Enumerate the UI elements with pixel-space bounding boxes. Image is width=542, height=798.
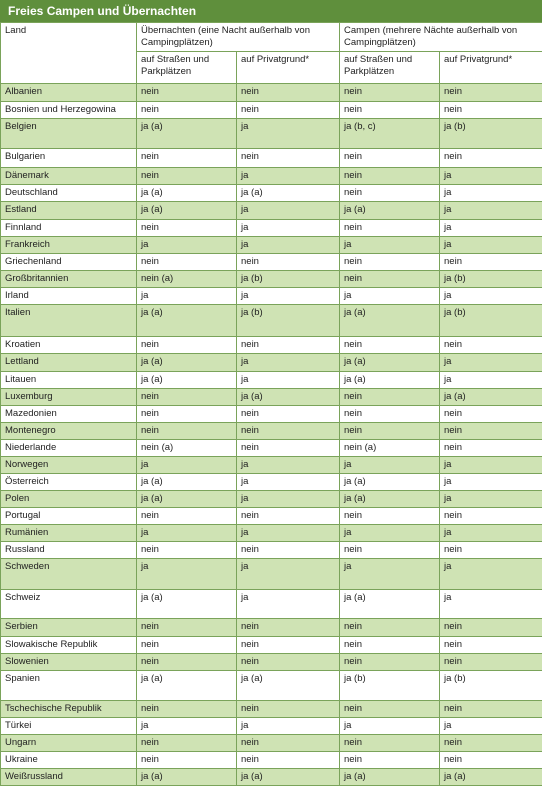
table-row (1, 119, 542, 149)
rule-cell-col1: ja (a) (137, 202, 237, 220)
rule-cell-col3: nein (340, 168, 440, 185)
rule-cell-col4: nein (440, 84, 542, 102)
header-row-groups (1, 23, 542, 52)
rule-cell-col3: ja (a) (340, 769, 440, 786)
rule-cell-col1: nein (137, 423, 237, 440)
rule-cell-col4: ja (b) (440, 271, 542, 288)
header-sub-strassen-2: auf Straßen und Parkplätzen (340, 52, 440, 84)
rule-cell-col1: ja (137, 237, 237, 254)
country-cell: Slowakische Republik (1, 637, 137, 654)
table-row (1, 254, 542, 271)
country-cell: Deutschland (1, 185, 137, 202)
rule-cell-col3: ja (340, 457, 440, 474)
header-sub-privat-1: auf Privatgrund* (237, 52, 340, 84)
rule-cell-col3: ja (b) (340, 671, 440, 701)
rule-cell-col4: ja (440, 168, 542, 185)
rule-cell-col4: nein (440, 619, 542, 637)
rule-cell-col4: nein (440, 542, 542, 559)
rule-cell-col2: ja (237, 288, 340, 305)
table-row (1, 619, 542, 637)
rule-cell-col4: nein (440, 102, 542, 119)
country-cell: Mazedonien (1, 406, 137, 423)
country-cell: Belgien (1, 119, 137, 149)
rule-cell-col2: nein (237, 508, 340, 525)
table-row (1, 718, 542, 735)
rule-cell-col2: nein (237, 637, 340, 654)
rule-cell-col2: ja (237, 718, 340, 735)
country-cell: Bulgarien (1, 149, 137, 168)
rule-cell-col2: ja (a) (237, 671, 340, 701)
rule-cell-col1: ja (137, 288, 237, 305)
table-row (1, 423, 542, 440)
rule-cell-col1: nein (137, 542, 237, 559)
rule-cell-col3: nein (340, 752, 440, 769)
rule-cell-col2: ja (237, 525, 340, 542)
rule-cell-col4: ja (440, 525, 542, 542)
rule-cell-col2: nein (237, 406, 340, 423)
rule-cell-col1: nein (137, 84, 237, 102)
rule-cell-col3: nein (340, 508, 440, 525)
country-cell: Finnland (1, 220, 137, 237)
country-cell: Tschechische Republik (1, 701, 137, 718)
rule-cell-col2: ja (237, 354, 340, 372)
rule-cell-col4: ja (440, 220, 542, 237)
table-row (1, 237, 542, 254)
rule-cell-col4: nein (440, 254, 542, 271)
rule-cell-col1: nein (a) (137, 271, 237, 288)
rule-cell-col1: nein (a) (137, 440, 237, 457)
rule-cell-col4: nein (440, 637, 542, 654)
rule-cell-col3: nein (340, 185, 440, 202)
table-row (1, 752, 542, 769)
header-land: Land (1, 23, 137, 84)
rule-cell-col1: ja (a) (137, 671, 237, 701)
rule-cell-col4: ja (440, 288, 542, 305)
rule-cell-col1: ja (a) (137, 119, 237, 149)
country-cell: Niederlande (1, 440, 137, 457)
rule-cell-col2: nein (237, 735, 340, 752)
rule-cell-col2: ja (a) (237, 185, 340, 202)
rule-cell-col1: nein (137, 406, 237, 423)
table-row (1, 637, 542, 654)
country-cell: Montenegro (1, 423, 137, 440)
rule-cell-col2: nein (237, 701, 340, 718)
rule-cell-col1: ja (a) (137, 590, 237, 619)
country-cell: Frankreich (1, 237, 137, 254)
rule-cell-col4: nein (440, 337, 542, 354)
table-row (1, 671, 542, 701)
rule-cell-col1: nein (137, 508, 237, 525)
table-row (1, 288, 542, 305)
rule-cell-col1: nein (137, 701, 237, 718)
table-row (1, 508, 542, 525)
rule-cell-col3: ja (b, c) (340, 119, 440, 149)
rule-cell-col4: nein (440, 440, 542, 457)
rule-cell-col3: nein (340, 406, 440, 423)
rule-cell-col3: ja (340, 288, 440, 305)
rule-cell-col3: nein (340, 735, 440, 752)
rule-cell-col2: ja (237, 491, 340, 508)
country-cell: Slowenien (1, 654, 137, 671)
rule-cell-col2: nein (237, 440, 340, 457)
rule-cell-col4: ja (a) (440, 389, 542, 406)
table-row (1, 559, 542, 590)
country-cell: Lettland (1, 354, 137, 372)
rule-cell-col1: ja (a) (137, 491, 237, 508)
country-cell: Griechenland (1, 254, 137, 271)
rule-cell-col2: nein (237, 752, 340, 769)
country-cell: Dänemark (1, 168, 137, 185)
rule-cell-col4: nein (440, 423, 542, 440)
country-cell: Großbritannien (1, 271, 137, 288)
rule-cell-col1: ja (137, 559, 237, 590)
table-row (1, 202, 542, 220)
rule-cell-col1: nein (137, 389, 237, 406)
rule-cell-col1: nein (137, 220, 237, 237)
rule-cell-col2: ja (237, 474, 340, 491)
rule-cell-col1: nein (137, 149, 237, 168)
country-cell: Litauen (1, 372, 137, 389)
table-row (1, 769, 542, 786)
rule-cell-col3: ja (a) (340, 372, 440, 389)
country-cell: Weißrussland (1, 769, 137, 786)
rule-cell-col2: nein (237, 423, 340, 440)
rule-cell-col2: nein (237, 84, 340, 102)
rule-cell-col2: ja (237, 457, 340, 474)
rule-cell-col3: ja (340, 525, 440, 542)
rule-cell-col3: ja (340, 237, 440, 254)
rule-cell-col4: ja (b) (440, 305, 542, 337)
table-row (1, 271, 542, 288)
rule-cell-col2: nein (237, 337, 340, 354)
rule-cell-col4: ja (440, 590, 542, 619)
table-row (1, 701, 542, 718)
rule-cell-col3: nein (340, 149, 440, 168)
header-sub-privat-2: auf Privatgrund* (440, 52, 542, 84)
country-cell: Luxemburg (1, 389, 137, 406)
country-cell: Spanien (1, 671, 137, 701)
table-row (1, 84, 542, 102)
rule-cell-col1: ja (a) (137, 372, 237, 389)
country-cell: Estland (1, 202, 137, 220)
rule-cell-col1: ja (a) (137, 354, 237, 372)
table-row (1, 735, 542, 752)
rule-cell-col3: nein (340, 389, 440, 406)
rule-cell-col4: ja (a) (440, 769, 542, 786)
rule-cell-col1: ja (a) (137, 769, 237, 786)
table-row (1, 474, 542, 491)
rule-cell-col3: nein (340, 84, 440, 102)
country-cell: Irland (1, 288, 137, 305)
rule-cell-col3: ja (a) (340, 305, 440, 337)
table-row (1, 542, 542, 559)
header-sub-strassen-1: auf Straßen und Parkplätzen (137, 52, 237, 84)
rule-cell-col1: ja (137, 718, 237, 735)
table-row (1, 354, 542, 372)
rule-cell-col3: ja (a) (340, 202, 440, 220)
rule-cell-col1: ja (137, 525, 237, 542)
rule-cell-col3: ja (340, 559, 440, 590)
rule-cell-col2: ja (b) (237, 305, 340, 337)
camping-rules-table (0, 22, 542, 786)
rule-cell-col4: ja (440, 491, 542, 508)
rule-cell-col1: nein (137, 637, 237, 654)
rule-cell-col2: ja (237, 220, 340, 237)
table-row (1, 654, 542, 671)
rule-cell-col1: nein (137, 337, 237, 354)
rule-cell-col4: nein (440, 701, 542, 718)
rule-cell-col3: ja (a) (340, 474, 440, 491)
rule-cell-col1: nein (137, 619, 237, 637)
rule-cell-col3: nein (a) (340, 440, 440, 457)
rule-cell-col2: nein (237, 102, 340, 119)
country-cell: Italien (1, 305, 137, 337)
rule-cell-col1: ja (a) (137, 305, 237, 337)
rule-cell-col2: ja (b) (237, 271, 340, 288)
table-row (1, 372, 542, 389)
rule-cell-col2: nein (237, 254, 340, 271)
rule-cell-col3: nein (340, 637, 440, 654)
rule-cell-col4: ja (440, 457, 542, 474)
rule-cell-col1: nein (137, 102, 237, 119)
rule-cell-col1: nein (137, 654, 237, 671)
rule-cell-col3: nein (340, 271, 440, 288)
country-cell: Bosnien und Herzegowina (1, 102, 137, 119)
rule-cell-col3: nein (340, 102, 440, 119)
rule-cell-col3: nein (340, 701, 440, 718)
rule-cell-col4: nein (440, 508, 542, 525)
rule-cell-col1: ja (a) (137, 185, 237, 202)
table-row (1, 406, 542, 423)
table-row (1, 149, 542, 168)
rule-cell-col2: ja (a) (237, 389, 340, 406)
table-row (1, 389, 542, 406)
country-cell: Norwegen (1, 457, 137, 474)
rule-cell-col3: ja (a) (340, 491, 440, 508)
rule-cell-col4: ja (440, 474, 542, 491)
table-row (1, 185, 542, 202)
country-cell: Schweiz (1, 590, 137, 619)
rule-cell-col2: ja (237, 559, 340, 590)
rule-cell-col3: nein (340, 220, 440, 237)
rule-cell-col1: ja (137, 457, 237, 474)
rule-cell-col4: ja (440, 372, 542, 389)
rule-cell-col2: ja (237, 119, 340, 149)
rule-cell-col2: ja (237, 237, 340, 254)
rule-cell-col3: nein (340, 254, 440, 271)
rule-cell-col2: ja (a) (237, 769, 340, 786)
country-cell: Kroatien (1, 337, 137, 354)
rule-cell-col3: ja (a) (340, 590, 440, 619)
header-group-campen: Campen (mehrere Nächte außerhalb von Campingplätzen) (340, 23, 542, 52)
country-cell: Ukraine (1, 752, 137, 769)
country-cell: Schweden (1, 559, 137, 590)
country-cell: Rumänien (1, 525, 137, 542)
rule-cell-col2: ja (237, 590, 340, 619)
table-row (1, 220, 542, 237)
rule-cell-col4: nein (440, 406, 542, 423)
table-row (1, 102, 542, 119)
country-cell: Albanien (1, 84, 137, 102)
table-row (1, 305, 542, 337)
table-row (1, 590, 542, 619)
country-cell: Russland (1, 542, 137, 559)
header-group-uebernachten: Übernachten (eine Nacht außerhalb von Campingplätzen) (137, 23, 340, 52)
rule-cell-col1: nein (137, 752, 237, 769)
rule-cell-col3: nein (340, 654, 440, 671)
table-row (1, 440, 542, 457)
rule-cell-col2: nein (237, 654, 340, 671)
rule-cell-col4: nein (440, 149, 542, 168)
rule-cell-col3: nein (340, 542, 440, 559)
table-row (1, 525, 542, 542)
rule-cell-col1: nein (137, 735, 237, 752)
rule-cell-col4: ja (440, 559, 542, 590)
table-title: Freies Campen und Übernachten (0, 0, 542, 22)
rule-cell-col4: nein (440, 735, 542, 752)
table-row (1, 457, 542, 474)
rule-cell-col4: ja (440, 185, 542, 202)
table-row (1, 168, 542, 185)
country-cell: Ungarn (1, 735, 137, 752)
rule-cell-col2: ja (237, 168, 340, 185)
rule-cell-col2: nein (237, 542, 340, 559)
rule-cell-col4: ja (440, 237, 542, 254)
country-cell: Türkei (1, 718, 137, 735)
table-row (1, 337, 542, 354)
rule-cell-col4: nein (440, 752, 542, 769)
country-cell: Polen (1, 491, 137, 508)
rule-cell-col2: ja (237, 202, 340, 220)
rule-cell-col1: ja (a) (137, 474, 237, 491)
rule-cell-col3: ja (a) (340, 354, 440, 372)
rule-cell-col4: ja (440, 718, 542, 735)
rule-cell-col1: nein (137, 168, 237, 185)
rule-cell-col4: ja (440, 354, 542, 372)
rule-cell-col1: nein (137, 254, 237, 271)
rule-cell-col4: ja (440, 202, 542, 220)
rule-cell-col2: ja (237, 372, 340, 389)
rule-cell-col4: nein (440, 654, 542, 671)
country-cell: Portugal (1, 508, 137, 525)
country-cell: Österreich (1, 474, 137, 491)
rule-cell-col3: nein (340, 423, 440, 440)
rule-cell-col3: nein (340, 619, 440, 637)
rule-cell-col3: nein (340, 337, 440, 354)
rule-cell-col4: ja (b) (440, 119, 542, 149)
rule-cell-col2: nein (237, 149, 340, 168)
rule-cell-col2: nein (237, 619, 340, 637)
table-row (1, 491, 542, 508)
rule-cell-col3: ja (340, 718, 440, 735)
country-cell: Serbien (1, 619, 137, 637)
rule-cell-col4: ja (b) (440, 671, 542, 701)
